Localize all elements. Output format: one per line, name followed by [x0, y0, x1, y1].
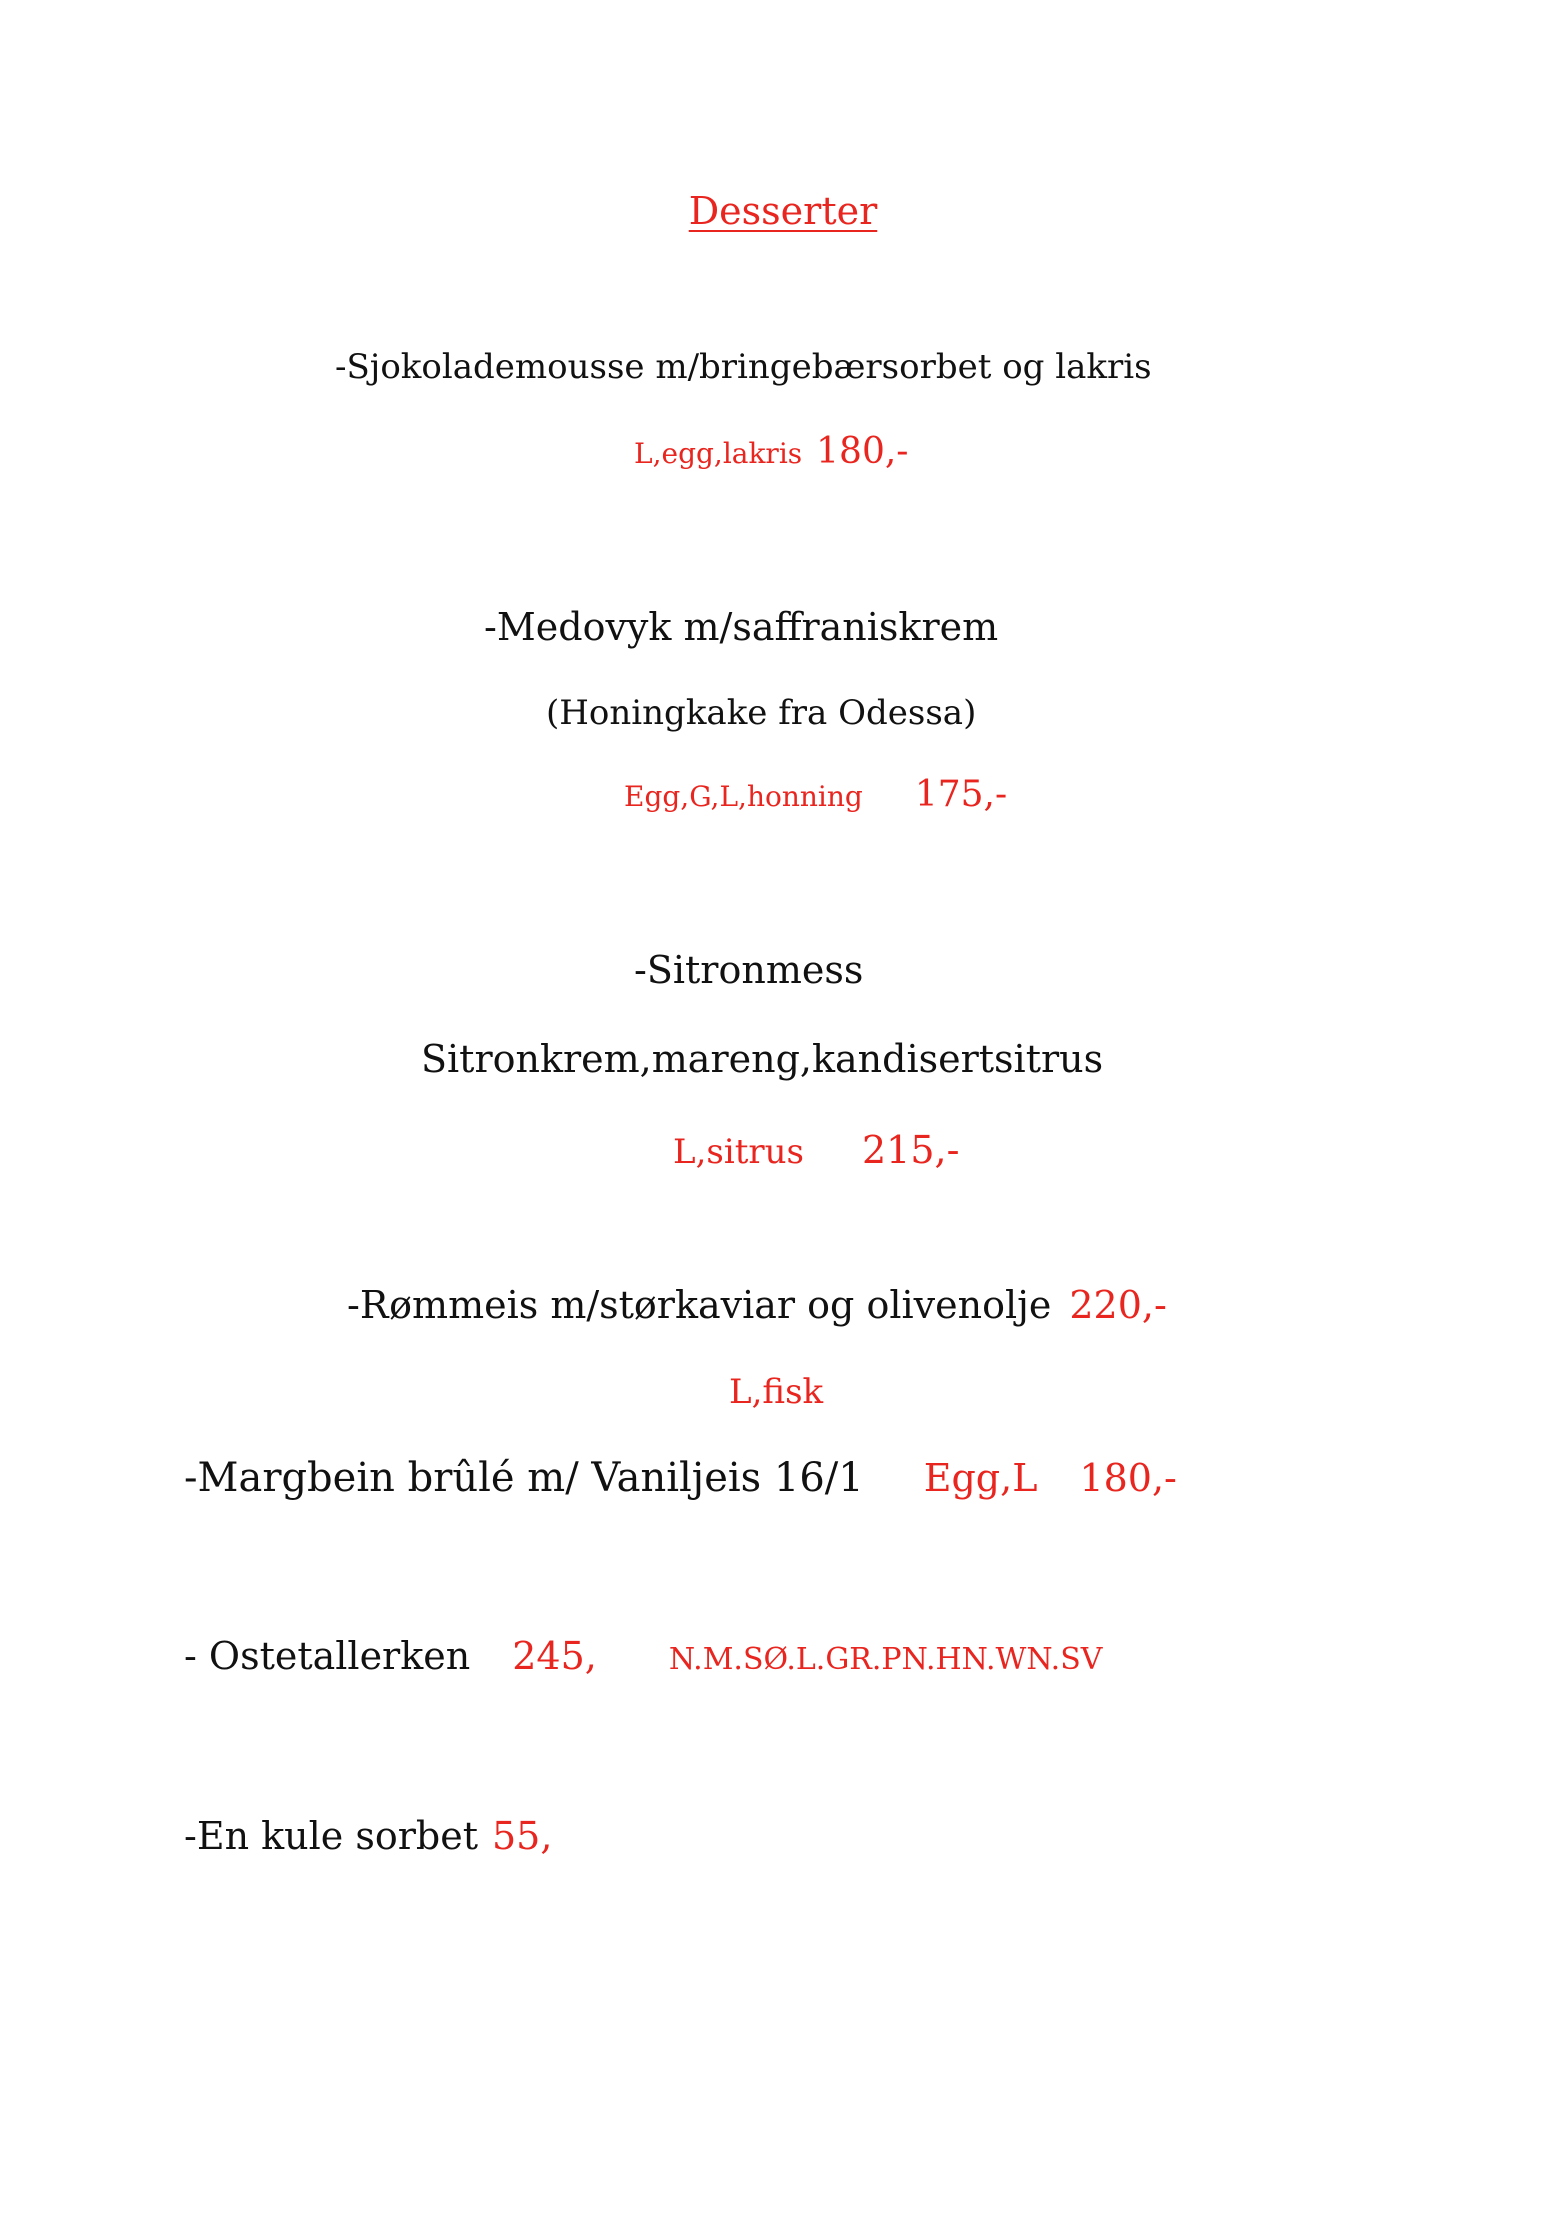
- menu-item-info: [634, 431, 909, 472]
- allergen-text: L,egg,lakris: [634, 437, 803, 470]
- price-text: 175,-: [914, 774, 1008, 815]
- menu-item-name: -Sjokolademousse m/bringebærsorbet og lakris: [335, 347, 1152, 387]
- price-text: 220,-: [1069, 1283, 1167, 1327]
- allergen-text: L,sitrus: [673, 1132, 804, 1172]
- price-text: 245,: [512, 1634, 597, 1678]
- menu-item-name: - Ostetallerken: [184, 1634, 471, 1678]
- menu-item-row: [184, 1455, 1177, 1501]
- menu-item-name: -Rømmeis m/størkaviar og olivenolje: [347, 1283, 1052, 1327]
- menu-item-info: [673, 1128, 960, 1172]
- price-text: 180,-: [816, 431, 909, 472]
- price-text: 215,-: [861, 1128, 960, 1172]
- allergen-text: Egg,L: [923, 1456, 1038, 1500]
- price-text: 180,-: [1079, 1456, 1177, 1500]
- menu-item-row: [184, 1814, 553, 1858]
- menu-item-row: [184, 1634, 1103, 1678]
- menu-item-name: -Sitronmess: [634, 948, 864, 992]
- menu-item-name: -En kule sorbet: [184, 1814, 478, 1858]
- menu-item-name: -Margbein brûlé m/ Vaniljeis 16/1: [184, 1455, 864, 1501]
- price-text: 55,: [491, 1814, 553, 1858]
- page-title: Desserter: [688, 189, 878, 233]
- allergen-text: N.M.SØ.L.GR.PN.HN.WN.SV: [668, 1642, 1103, 1677]
- allergen-text: Egg,G,L,honning: [624, 780, 863, 813]
- menu-item-subtitle: (Honingkake fra Odessa): [546, 693, 977, 733]
- allergen-text: L,fisk: [729, 1372, 824, 1412]
- menu-item-row: [347, 1283, 1167, 1327]
- menu-item-name: -Medovyk m/saffraniskrem: [484, 605, 999, 649]
- menu-item-info: [624, 774, 1008, 815]
- menu-item-subtitle: Sitronkrem,mareng,kandisertsitrus: [421, 1037, 1104, 1081]
